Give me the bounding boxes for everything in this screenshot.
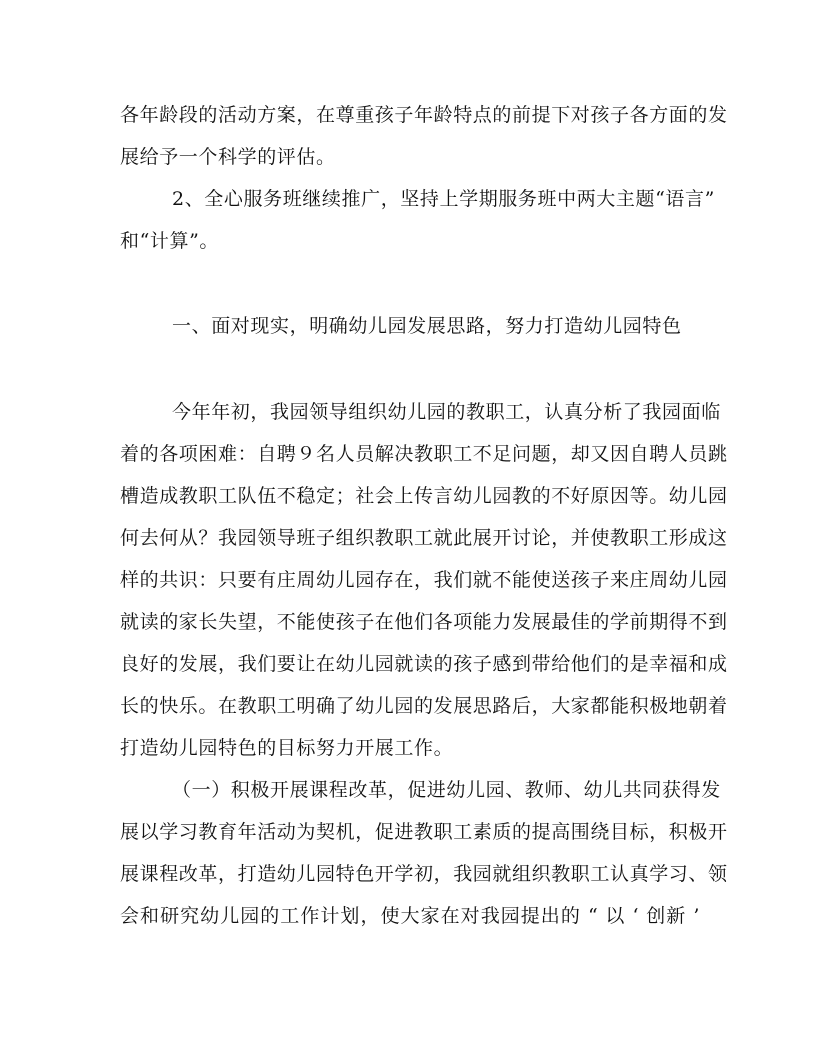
paragraph-1-line-2: 展给予一个科学的评估。 (120, 146, 336, 168)
paragraph-3-line-7: 良好的发展，我们要让在幼儿园就读的孩子感到带给他们的是幸福和成 (120, 653, 728, 675)
paragraph-4-line-1: （一）积极开展课程改革，促进幼儿园、教师、幼儿共同获得发 (172, 779, 721, 801)
paragraph-3-line-4: 何去何从？我园领导班子组织教职工就此展开讨论，并使教职工形成这 (120, 527, 728, 549)
paragraph-3-line-5: 样的共识：只要有庄周幼儿园存在，我们就不能使送孩子来庄周幼儿园 (120, 569, 728, 591)
paragraph-4-line-4: 会和研究幼儿园的工作计划，使大家在对我园提出的 “ 以 ‘ 创新 ’ (120, 905, 700, 927)
paragraph-2-line-2: 和“计算”。 (120, 230, 220, 252)
paragraph-3-line-9: 打造幼儿园特色的目标努力开展工作。 (120, 737, 454, 759)
section-heading: 一、面对现实，明确幼儿园发展思路，努力打造幼儿园特色 (172, 315, 682, 337)
paragraph-3-line-6: 就读的家长失望，不能使孩子在他们各项能力发展最佳的学前期得不到 (120, 611, 728, 633)
paragraph-4-line-2: 展以学习教育年活动为契机，促进教职工素质的提高围绕目标，积极开 (120, 821, 728, 843)
paragraph-3-line-2: 着的各项困难：自聘９名人员解决教职工不足问题，却又因自聘人员跳 (120, 443, 728, 465)
paragraph-3-line-3: 槽造成教职工队伍不稳定；社会上传言幼儿园教的不好原因等。幼儿园 (120, 485, 728, 507)
paragraph-1-line-1: 各年龄段的活动方案，在尊重孩子年龄特点的前提下对孩子各方面的发 (120, 104, 728, 126)
paragraph-2-line-1: 2、全心服务班继续推广，坚持上学期服务班中两大主题“语言” (172, 188, 715, 210)
paragraph-3-line-8: 长的快乐。在教职工明确了幼儿园的发展思路后，大家都能积极地朝着 (120, 695, 728, 717)
paragraph-4-line-3: 展课程改革，打造幼儿园特色开学初，我园就组织教职工认真学习、领 (120, 863, 728, 885)
paragraph-3-line-1: 今年年初，我园领导组织幼儿园的教职工，认真分析了我园面临 (172, 401, 721, 423)
